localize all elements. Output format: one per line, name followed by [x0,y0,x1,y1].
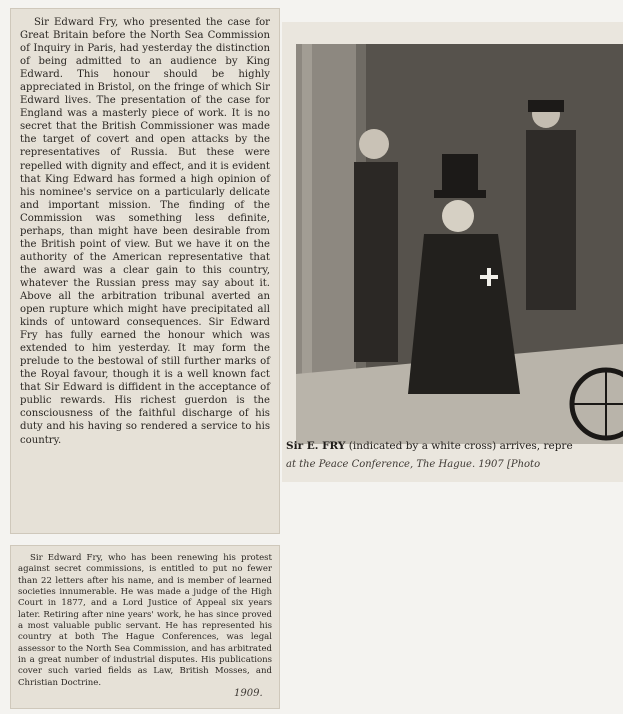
handwritten-annotation [286,459,623,470]
newspaper-clipping-bottom [10,545,280,709]
photo-caption-text: (indicated by a white cross) arrives, repre [345,440,573,452]
article-text-top: Sir Edward Fry, who presented the case for Great Britain before the North Sea Commission of Inquiry in Paris, had yesterday the distinction of being admitted to an audience by King Edward. This honour should be highly appreciated in Bristol, on the fringe of which Sir Edward lives. The presentation of the case for England was a masterly piece of work. It is no secret that the British Commissioner was made the target of covert and open attacks by the representatives of Russia. But these were repelled with dignity and effect, and it is evident that King Edward has formed a high opinion of his nominee's service on a particularly delicate and important mission. The finding of the Commission was something less definite, perhaps, than might have been desirable from the British point of view. But we have it on the authority of the American representative that the award was a clear gain to this country, whatever the Russian press may say about it. Above all the arbitration tribunal averted an open rupture which might have precipitated all kinds of untoward consequences. Sir Edward Fry has fully earned the honour which was extended to him yesterday. It may form the prelude to the bestowal of still further marks of the Royal favour, though it is a well known fact that Sir Edward is diffident in the acceptance of public rewards. His richest guerdon is the consciousness of the faithful discharge of his duty and his having so rendered a service to his country. [20,17,270,446]
photograph [296,44,623,444]
article-text-bottom: Sir Edward Fry, who has been renewing his protest against secret commissions, is entitled to put no fewer than 22 letters after his name, and is member of learned societies innumerable. He was made a judge of the High Court in 1877, and a Lord Justice of Appeal six years later. Retiring after nine years' work, he has since proved a most valuable public servant. He has represented his country at both The Hague Conferences, was legal assessor to the North Sea Commission, and has arbitrated in a great number of industrial disputes. His publications cover such varied fields as Law, British Mosses, and Christian Doctrine. [18,553,272,688]
photo-clipping [282,22,623,482]
photo-caption [286,440,623,453]
photograph-illustration [296,44,623,444]
photo-caption-name: Sir E. FRY [286,440,346,452]
photo-credit: [Photo [506,459,541,470]
handwritten-note: at the Peace Conference, The Hague. 1907 [286,459,504,470]
newspaper-clipping-top [10,8,280,534]
handwritten-date: 1909. [234,688,263,699]
